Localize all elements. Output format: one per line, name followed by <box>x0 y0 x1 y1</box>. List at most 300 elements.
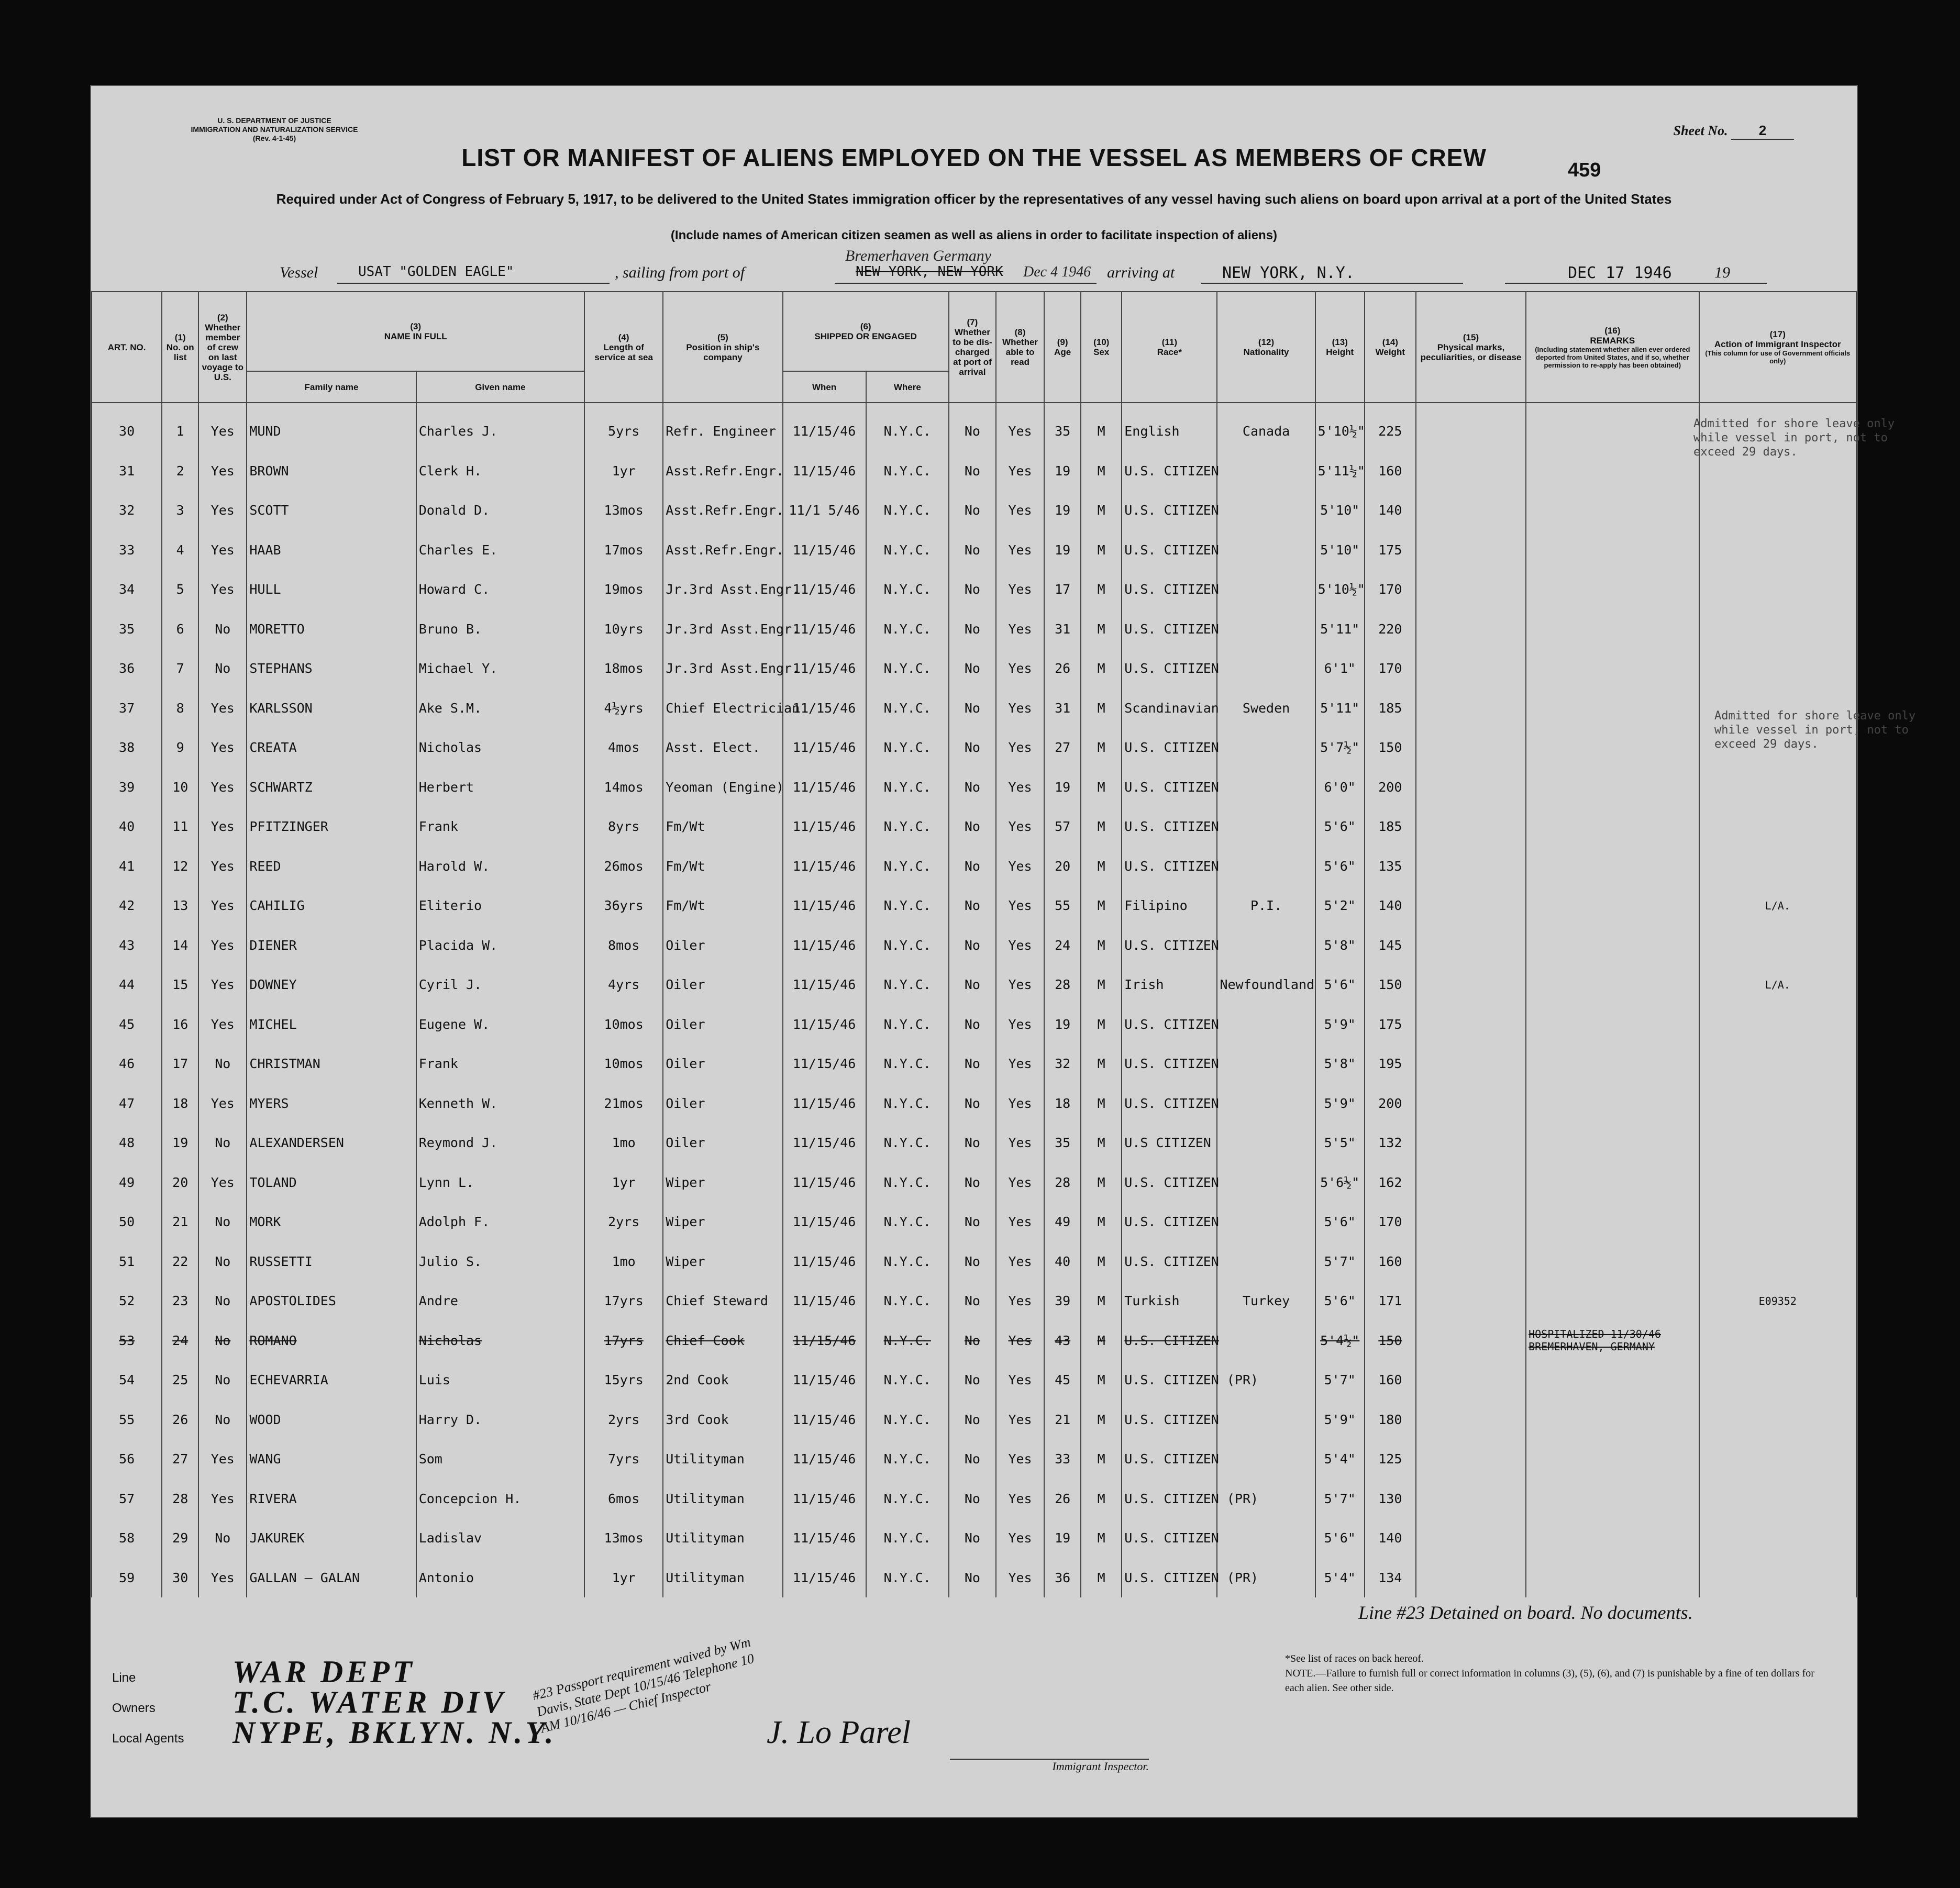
age-cell: 19 <box>1044 1005 1081 1045</box>
physical-marks-cell <box>1416 1202 1526 1242</box>
col-position: (5) Position in ship's company <box>663 292 782 403</box>
sex-cell: M <box>1081 1084 1122 1124</box>
table-row <box>92 1005 1856 1045</box>
weight-cell: 132 <box>1365 1123 1416 1163</box>
col-remarks: (16) REMARKS (Including statement whether alien ever ordered deported from United States, and if so, whether permission to re-apply has been obtained) <box>1526 292 1699 403</box>
remarks-cell <box>1526 609 1699 649</box>
given-name-cell: Andre <box>416 1281 584 1321</box>
last-voyage-cell: Yes <box>198 530 247 570</box>
height-cell: 5'4½" <box>1315 1321 1365 1361</box>
given-name-cell: Harold W. <box>416 847 584 886</box>
sheet-number-label: Sheet No. <box>1673 123 1728 138</box>
given-name-cell: Reymond J. <box>416 1123 584 1163</box>
shipped-when-cell: 11/15/46 <box>783 649 866 688</box>
given-name-cell: Charles J. <box>416 403 584 451</box>
discharged-cell: No <box>949 491 996 530</box>
table-row <box>92 728 1856 768</box>
service-length-cell: 1yr <box>584 1558 663 1598</box>
requirement-text: Required under Act of Congress of February 5, 1917, to be delivered to the United States immigration officer by the representatives of any vessel having such aliens on board upon arrival at a port of the United States <box>276 191 1672 207</box>
action-cell <box>1699 1202 1857 1242</box>
age-cell: 20 <box>1044 847 1081 886</box>
shipped-when-cell: 11/1 5/46 <box>783 491 866 530</box>
agency-line: (Rev. 4-1-45) <box>252 134 296 142</box>
age-cell: 26 <box>1044 1479 1081 1519</box>
family-name-cell: GALLAN — GALAN <box>247 1558 416 1598</box>
height-cell: 5'2" <box>1315 886 1365 926</box>
shipped-where-cell: N.Y.C. <box>866 807 949 847</box>
position-cell: Fm/Wt <box>663 847 782 886</box>
art-no-cell: 47 <box>92 1084 162 1124</box>
discharged-cell: No <box>949 807 996 847</box>
last-voyage-cell: Yes <box>198 403 247 451</box>
height-cell: 5'6" <box>1315 1202 1365 1242</box>
sheet-number-value: 2 <box>1731 123 1794 140</box>
action-cell <box>1699 1084 1857 1124</box>
shipped-when-cell: 11/15/46 <box>783 965 866 1005</box>
remarks-cell <box>1526 1558 1699 1598</box>
service-length-cell: 4½yrs <box>584 688 663 728</box>
col-able-read: (8) Whether able to read <box>996 292 1044 403</box>
age-cell: 27 <box>1044 728 1081 768</box>
list-no-cell: 29 <box>162 1518 198 1558</box>
remarks-cell <box>1526 1281 1699 1321</box>
penalty-note: NOTE.—Failure to furnish full or correct information in columns (3), (5), (6), and (7) is punishable by a fine of ten dollars for each alien. See other side. <box>1285 1668 1814 1694</box>
service-length-cell: 5yrs <box>584 403 663 451</box>
discharged-cell: No <box>949 886 996 926</box>
nationality-cell <box>1217 1044 1315 1084</box>
list-no-cell: 27 <box>162 1439 198 1479</box>
race-cell: U.S. CITIZEN <box>1122 768 1217 807</box>
table-row <box>92 1400 1856 1440</box>
race-cell: U.S. CITIZEN (PR) <box>1122 1360 1217 1400</box>
list-no-cell: 18 <box>162 1084 198 1124</box>
last-voyage-cell: Yes <box>198 570 247 609</box>
sex-cell: M <box>1081 451 1122 491</box>
family-name-cell: WOOD <box>247 1400 416 1440</box>
physical-marks-cell <box>1416 403 1526 451</box>
col-family-name: Family name <box>247 371 416 403</box>
last-voyage-cell: Yes <box>198 1479 247 1519</box>
weight-cell: 140 <box>1365 491 1416 530</box>
discharged-cell: No <box>949 451 996 491</box>
remarks-cell <box>1526 688 1699 728</box>
art-no-cell: 48 <box>92 1123 162 1163</box>
shipped-where-cell: N.Y.C. <box>866 1439 949 1479</box>
shipped-where-cell: N.Y.C. <box>866 609 949 649</box>
race-cell: U.S. CITIZEN <box>1122 1202 1217 1242</box>
position-cell: Jr.3rd Asst.Engr. <box>663 649 782 688</box>
last-voyage-cell: No <box>198 1202 247 1242</box>
race-cell: U.S. CITIZEN <box>1122 1044 1217 1084</box>
last-voyage-cell: Yes <box>198 688 247 728</box>
position-cell: Fm/Wt <box>663 807 782 847</box>
list-no-cell: 13 <box>162 886 198 926</box>
list-no-cell: 7 <box>162 649 198 688</box>
crew-rows <box>92 403 1856 1597</box>
weight-cell: 160 <box>1365 1242 1416 1282</box>
last-voyage-cell: No <box>198 1360 247 1400</box>
physical-marks-cell <box>1416 609 1526 649</box>
service-length-cell: 8yrs <box>584 807 663 847</box>
service-length-cell: 1yr <box>584 451 663 491</box>
race-cell: U.S. CITIZEN <box>1122 649 1217 688</box>
physical-marks-cell <box>1416 1558 1526 1598</box>
sex-cell: M <box>1081 1558 1122 1598</box>
physical-marks-cell <box>1416 1123 1526 1163</box>
discharged-cell: No <box>949 728 996 768</box>
shipped-where-cell: N.Y.C. <box>866 1479 949 1519</box>
age-cell: 31 <box>1044 609 1081 649</box>
remarks-cell <box>1526 1084 1699 1124</box>
discharged-cell: No <box>949 1163 996 1203</box>
shipped-when-cell: 11/15/46 <box>783 688 866 728</box>
able-read-cell: Yes <box>996 847 1044 886</box>
list-no-cell: 28 <box>162 1479 198 1519</box>
list-no-cell: 24 <box>162 1321 198 1361</box>
physical-marks-cell <box>1416 1400 1526 1440</box>
family-name-cell: STEPHANS <box>247 649 416 688</box>
race-cell: U.S. CITIZEN <box>1122 1242 1217 1282</box>
list-no-cell: 26 <box>162 1400 198 1440</box>
family-name-cell: ROMANO <box>247 1321 416 1361</box>
action-cell <box>1699 1558 1857 1598</box>
physical-marks-cell <box>1416 1005 1526 1045</box>
height-cell: 5'6½" <box>1315 1163 1365 1203</box>
action-cell <box>1699 1005 1857 1045</box>
list-no-cell: 20 <box>162 1163 198 1203</box>
weight-cell: 170 <box>1365 649 1416 688</box>
remarks-cell: HOSPITALIZED 11/30/46 BREMERHAVEN, GERMANY <box>1526 1321 1699 1361</box>
weight-cell: 140 <box>1365 886 1416 926</box>
shipped-where-cell: N.Y.C. <box>866 1321 949 1361</box>
table-row <box>92 688 1856 728</box>
table-row <box>92 926 1856 965</box>
service-length-cell: 4yrs <box>584 965 663 1005</box>
table-row <box>92 1518 1856 1558</box>
action-cell <box>1699 1400 1857 1440</box>
position-cell: Chief Cook <box>663 1321 782 1361</box>
given-name-cell: Frank <box>416 1044 584 1084</box>
shipped-when-cell: 11/15/46 <box>783 1005 866 1045</box>
art-no-cell: 32 <box>92 491 162 530</box>
able-read-cell: Yes <box>996 570 1044 609</box>
table-row <box>92 886 1856 926</box>
physical-marks-cell <box>1416 491 1526 530</box>
position-cell: Oiler <box>663 1123 782 1163</box>
art-no-cell: 54 <box>92 1360 162 1400</box>
able-read-cell: Yes <box>996 403 1044 451</box>
able-read-cell: Yes <box>996 491 1044 530</box>
discharged-cell: No <box>949 1518 996 1558</box>
list-no-cell: 16 <box>162 1005 198 1045</box>
table-row <box>92 1163 1856 1203</box>
last-voyage-cell: Yes <box>198 965 247 1005</box>
given-name-cell: Nicholas <box>416 1321 584 1361</box>
able-read-cell: Yes <box>996 1242 1044 1282</box>
sex-cell: M <box>1081 1479 1122 1519</box>
last-voyage-cell: Yes <box>198 847 247 886</box>
table-row <box>92 451 1856 491</box>
nationality-cell <box>1217 1321 1315 1361</box>
action-cell <box>1699 926 1857 965</box>
table-row <box>92 403 1856 451</box>
vessel-label: Vessel <box>280 264 318 281</box>
sailing-port-typed: NEW YORK, NEW YORK <box>856 264 1003 280</box>
page-title: LIST OR MANIFEST OF ALIENS EMPLOYED ON THE VESSEL AS MEMBERS OF CREW <box>461 144 1487 171</box>
art-no-cell: 30 <box>92 403 162 451</box>
list-no-cell: 4 <box>162 530 198 570</box>
sailing-port-handwritten: Bremerhaven Germany <box>845 247 992 264</box>
col-when: When <box>783 371 866 403</box>
agents-label: Local Agents <box>112 1731 184 1746</box>
art-no-cell: 43 <box>92 926 162 965</box>
art-no-cell: 34 <box>92 570 162 609</box>
service-length-cell: 7yrs <box>584 1439 663 1479</box>
physical-marks-cell <box>1416 1044 1526 1084</box>
position-cell: Asst.Refr.Engr. <box>663 491 782 530</box>
position-cell: Refr. Engineer <box>663 403 782 451</box>
weight-cell: 134 <box>1365 1558 1416 1598</box>
weight-cell: 160 <box>1365 451 1416 491</box>
given-name-cell: Ake S.M. <box>416 688 584 728</box>
position-cell: Oiler <box>663 965 782 1005</box>
family-name-cell: SCHWARTZ <box>247 768 416 807</box>
remarks-cell <box>1526 649 1699 688</box>
height-cell: 5'10" <box>1315 530 1365 570</box>
discharged-cell: No <box>949 1479 996 1519</box>
action-cell <box>1699 807 1857 847</box>
height-cell: 5'8" <box>1315 926 1365 965</box>
last-voyage-cell: Yes <box>198 1439 247 1479</box>
race-cell: U.S. CITIZEN <box>1122 1005 1217 1045</box>
last-voyage-cell: Yes <box>198 886 247 926</box>
action-cell <box>1699 1479 1857 1519</box>
table-row <box>92 1558 1856 1598</box>
race-cell: U.S. CITIZEN <box>1122 1163 1217 1203</box>
discharged-cell: No <box>949 649 996 688</box>
discharged-cell: No <box>949 1005 996 1045</box>
family-name-cell: HAAB <box>247 530 416 570</box>
weight-cell: 162 <box>1365 1163 1416 1203</box>
remarks-cell <box>1526 1479 1699 1519</box>
last-voyage-cell: Yes <box>198 1084 247 1124</box>
shipped-where-cell: N.Y.C. <box>866 1400 949 1440</box>
inspector-signature: J. Lo Parel <box>767 1715 911 1750</box>
given-name-cell: Luis <box>416 1360 584 1400</box>
service-length-cell: 1yr <box>584 1163 663 1203</box>
art-no-cell: 39 <box>92 768 162 807</box>
col-height: (13) Height <box>1315 292 1365 403</box>
col-race: (11) Race* <box>1122 292 1217 403</box>
position-cell: Wiper <box>663 1242 782 1282</box>
col-name-in-full: (3) NAME IN FULL <box>247 292 584 371</box>
given-name-cell: Harry D. <box>416 1400 584 1440</box>
nationality-cell <box>1217 1400 1315 1440</box>
physical-marks-cell <box>1416 688 1526 728</box>
weight-cell: 185 <box>1365 688 1416 728</box>
action-cell <box>1699 570 1857 609</box>
nationality-cell: Sweden <box>1217 688 1315 728</box>
service-length-cell: 6mos <box>584 1479 663 1519</box>
weight-cell: 200 <box>1365 1084 1416 1124</box>
physical-marks-cell <box>1416 1518 1526 1558</box>
race-cell: U.S. CITIZEN <box>1122 807 1217 847</box>
shipped-where-cell: N.Y.C. <box>866 649 949 688</box>
race-cell: U.S. CITIZEN <box>1122 1084 1217 1124</box>
remarks-cell <box>1526 847 1699 886</box>
sailing-label: , sailing from port of <box>615 264 745 281</box>
last-voyage-cell: No <box>198 1518 247 1558</box>
sex-cell: M <box>1081 1518 1122 1558</box>
nationality-cell <box>1217 530 1315 570</box>
height-cell: 5'10" <box>1315 491 1365 530</box>
table-row <box>92 491 1856 530</box>
weight-cell: 160 <box>1365 1360 1416 1400</box>
last-voyage-cell: Yes <box>198 807 247 847</box>
sheet-number <box>1674 123 1795 140</box>
able-read-cell: Yes <box>996 1202 1044 1242</box>
family-name-cell: CHRISTMAN <box>247 1044 416 1084</box>
shipped-where-cell: N.Y.C. <box>866 1202 949 1242</box>
service-length-cell: 1mo <box>584 1242 663 1282</box>
art-no-cell: 50 <box>92 1202 162 1242</box>
height-cell: 5'5" <box>1315 1123 1365 1163</box>
able-read-cell: Yes <box>996 728 1044 768</box>
table-row <box>92 609 1856 649</box>
weight-cell: 171 <box>1365 1281 1416 1321</box>
action-cell <box>1699 1044 1857 1084</box>
action-cell <box>1699 1360 1857 1400</box>
table-row <box>92 649 1856 688</box>
physical-marks-cell <box>1416 649 1526 688</box>
shipped-where-cell: N.Y.C. <box>866 1360 949 1400</box>
nationality-cell: P.I. <box>1217 886 1315 926</box>
shipped-where-cell: N.Y.C. <box>866 451 949 491</box>
height-cell: 5'7" <box>1315 1242 1365 1282</box>
owners-value: T.C. WATER DIV <box>232 1685 507 1719</box>
position-cell: Oiler <box>663 926 782 965</box>
art-no-cell: 55 <box>92 1400 162 1440</box>
col-shipped-engaged: (6) SHIPPED OR ENGAGED <box>783 292 949 371</box>
discharged-cell: No <box>949 1084 996 1124</box>
family-name-cell: ALEXANDERSEN <box>247 1123 416 1163</box>
shipped-where-cell: N.Y.C. <box>866 1242 949 1282</box>
age-cell: 17 <box>1044 570 1081 609</box>
list-no-cell: 3 <box>162 491 198 530</box>
list-no-cell: 5 <box>162 570 198 609</box>
nationality-cell <box>1217 847 1315 886</box>
shipped-when-cell: 11/15/46 <box>783 1439 866 1479</box>
height-cell: 5'4" <box>1315 1439 1365 1479</box>
shipped-where-cell: N.Y.C. <box>866 1084 949 1124</box>
physical-marks-cell <box>1416 965 1526 1005</box>
able-read-cell: Yes <box>996 1084 1044 1124</box>
age-cell: 49 <box>1044 1202 1081 1242</box>
able-read-cell: Yes <box>996 886 1044 926</box>
able-read-cell: Yes <box>996 1400 1044 1440</box>
shipped-where-cell: N.Y.C. <box>866 1044 949 1084</box>
shipped-when-cell: 11/15/46 <box>783 1321 866 1361</box>
physical-marks-cell <box>1416 1242 1526 1282</box>
height-cell: 5'7" <box>1315 1479 1365 1519</box>
weight-cell: 150 <box>1365 965 1416 1005</box>
remarks-cell <box>1526 570 1699 609</box>
given-name-cell: Ladislav <box>416 1518 584 1558</box>
page-stamp: 459 <box>1568 159 1601 181</box>
race-cell: Filipino <box>1122 886 1217 926</box>
action-cell <box>1699 530 1857 570</box>
remarks-cell <box>1526 403 1699 451</box>
physical-marks-cell <box>1416 768 1526 807</box>
age-cell: 55 <box>1044 886 1081 926</box>
sex-cell: M <box>1081 847 1122 886</box>
shipped-where-cell: N.Y.C. <box>866 1123 949 1163</box>
remarks-cell <box>1526 886 1699 926</box>
service-length-cell: 10mos <box>584 1044 663 1084</box>
sex-cell: M <box>1081 1321 1122 1361</box>
physical-marks-cell <box>1416 1439 1526 1479</box>
shipped-when-cell: 11/15/46 <box>783 451 866 491</box>
shipped-when-cell: 11/15/46 <box>783 570 866 609</box>
age-cell: 19 <box>1044 530 1081 570</box>
physical-marks-cell <box>1416 1163 1526 1203</box>
list-no-cell: 2 <box>162 451 198 491</box>
able-read-cell: Yes <box>996 1518 1044 1558</box>
family-name-cell: DOWNEY <box>247 965 416 1005</box>
table-row <box>92 1439 1856 1479</box>
sex-cell: M <box>1081 403 1122 451</box>
table-row <box>92 1360 1856 1400</box>
position-cell: 3rd Cook <box>663 1400 782 1440</box>
given-name-cell: Adolph F. <box>416 1202 584 1242</box>
remarks-cell <box>1526 1044 1699 1084</box>
service-length-cell: 2yrs <box>584 1400 663 1440</box>
action-cell <box>1699 609 1857 649</box>
table-row <box>92 768 1856 807</box>
height-cell: 5'11½" <box>1315 451 1365 491</box>
service-length-cell: 13mos <box>584 491 663 530</box>
remarks-cell <box>1526 728 1699 768</box>
remarks-cell <box>1526 491 1699 530</box>
age-cell: 45 <box>1044 1360 1081 1400</box>
nationality-cell: Turkey <box>1217 1281 1315 1321</box>
last-voyage-cell: No <box>198 1123 247 1163</box>
sex-cell: M <box>1081 1123 1122 1163</box>
physical-marks-cell <box>1416 530 1526 570</box>
last-voyage-cell: No <box>198 609 247 649</box>
table-row <box>92 1242 1856 1282</box>
discharged-cell: No <box>949 1439 996 1479</box>
service-length-cell: 1mo <box>584 1123 663 1163</box>
shore-leave-note: Admitted for shore leave only while vessel in port, not to exceed 29 days. <box>1693 417 1895 459</box>
last-voyage-cell: No <box>198 1400 247 1440</box>
discharged-cell: No <box>949 403 996 451</box>
sex-cell: M <box>1081 926 1122 965</box>
list-no-cell: 15 <box>162 965 198 1005</box>
family-name-cell: MORK <box>247 1202 416 1242</box>
family-name-cell: BROWN <box>247 451 416 491</box>
action-cell <box>1699 1518 1857 1558</box>
nationality-cell <box>1217 451 1315 491</box>
shipped-when-cell: 11/15/46 <box>783 1123 866 1163</box>
col-art-no: ART. NO. <box>92 292 162 403</box>
col-nationality: (12) Nationality <box>1217 292 1315 403</box>
race-cell: U.S CITIZEN <box>1122 1123 1217 1163</box>
able-read-cell: Yes <box>996 1321 1044 1361</box>
art-no-cell: 33 <box>92 530 162 570</box>
race-cell: U.S. CITIZEN <box>1122 609 1217 649</box>
position-cell: Utilityman <box>663 1558 782 1598</box>
